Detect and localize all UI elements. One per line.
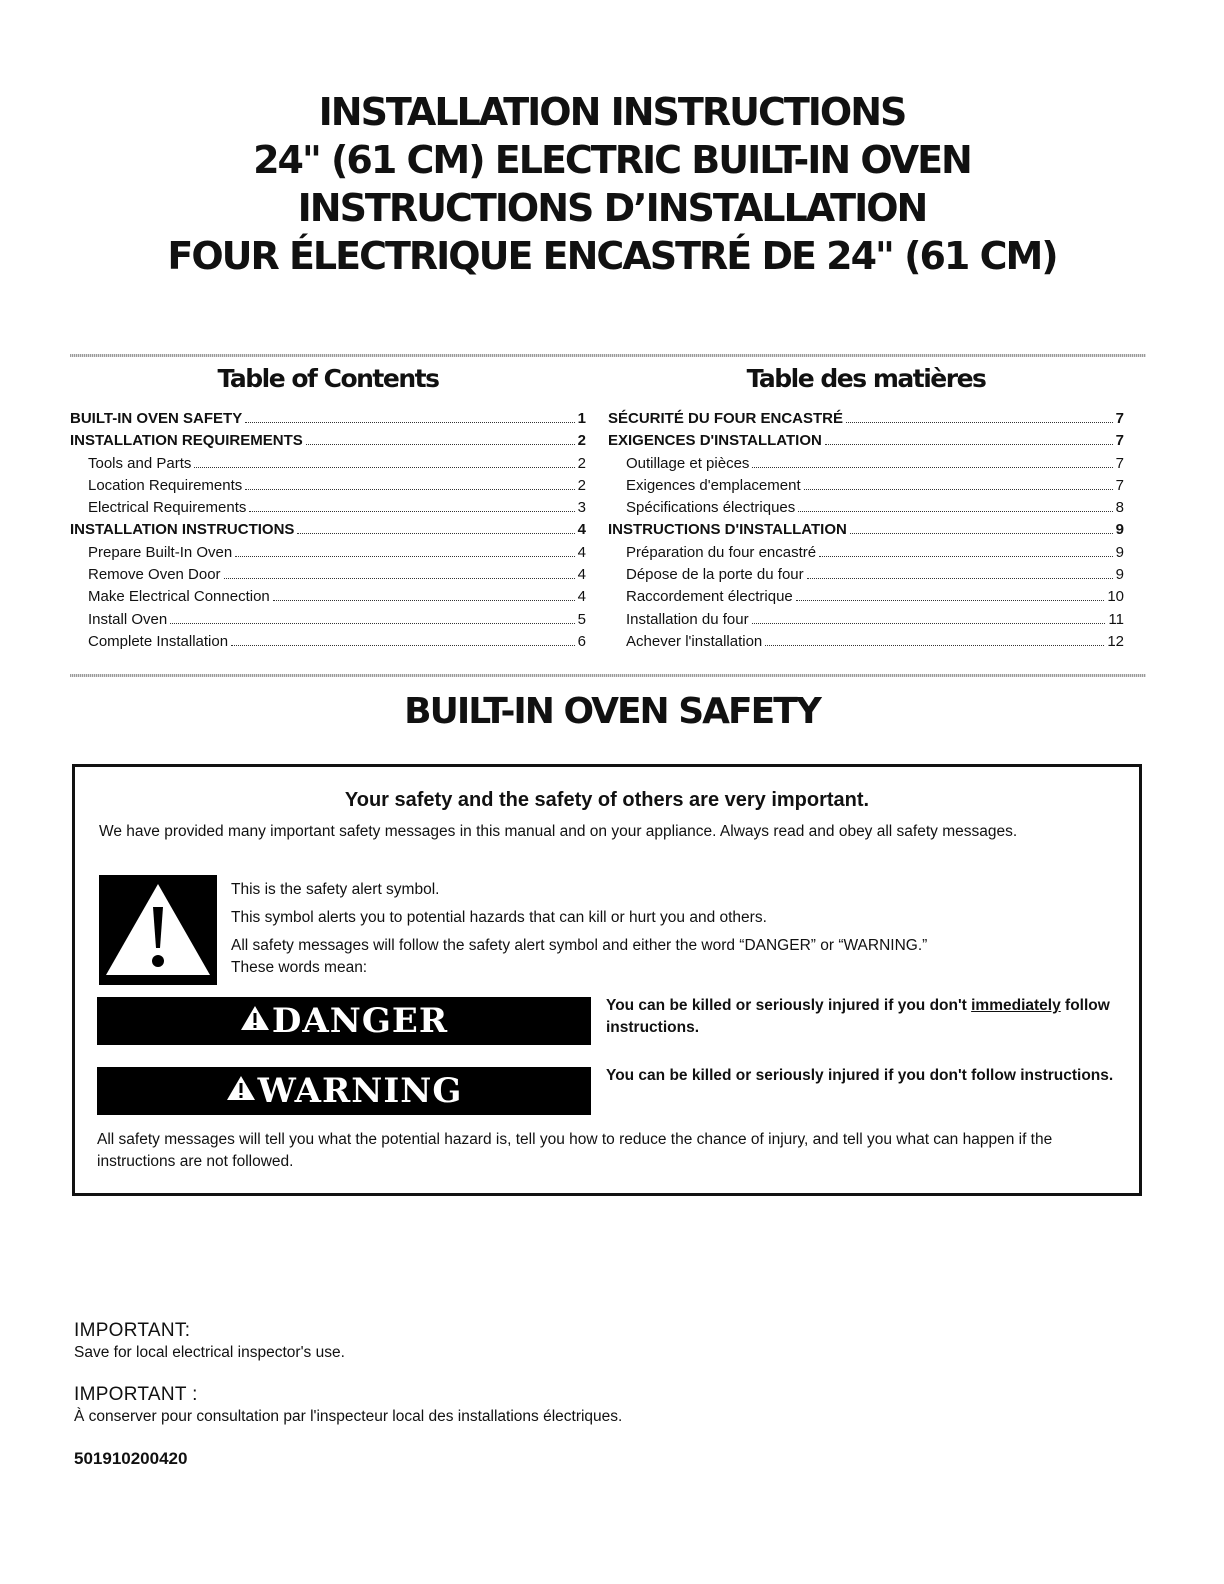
toc-entry[interactable] bbox=[70, 475, 586, 497]
toc-entry[interactable] bbox=[70, 519, 586, 541]
safety-closing: All safety messages will tell you what the potential hazard is, tell you how to reduce the chance of injury, and tell you what can happen if the instructions are not followed. bbox=[97, 1131, 1053, 1170]
toc-entry-page: 4 bbox=[577, 521, 586, 539]
toc-leader bbox=[245, 422, 574, 423]
toc-leader bbox=[245, 489, 574, 490]
toc-leader bbox=[825, 444, 1113, 445]
toc-leader bbox=[249, 511, 574, 512]
important-english bbox=[74, 1320, 345, 1364]
divider-top bbox=[70, 354, 1146, 357]
alert-line: This is the safety alert symbol. bbox=[231, 881, 440, 898]
toc-entry[interactable] bbox=[608, 497, 1124, 519]
toc-leader bbox=[170, 623, 574, 624]
toc-leader bbox=[846, 422, 1113, 423]
toc-leader bbox=[194, 467, 574, 468]
toc-entry-page: 3 bbox=[577, 499, 586, 517]
toc-leader bbox=[273, 600, 575, 601]
important-label: IMPORTANT : bbox=[74, 1384, 198, 1405]
toc-entry-label: Tools and Parts bbox=[88, 454, 192, 472]
warning-triangle-icon bbox=[226, 1071, 256, 1111]
toc-leader bbox=[804, 489, 1113, 490]
toc-entry[interactable] bbox=[608, 564, 1124, 586]
alert-line: These words mean: bbox=[231, 959, 368, 976]
toc-entry-page: 7 bbox=[1115, 454, 1124, 472]
toc-entry-page: 9 bbox=[1115, 543, 1124, 561]
toc-list bbox=[608, 408, 1124, 653]
toc-entry-label: INSTALLATION INSTRUCTIONS bbox=[70, 521, 295, 539]
toc-entry[interactable] bbox=[608, 475, 1124, 497]
toc-leader bbox=[796, 600, 1105, 601]
toc-entry[interactable] bbox=[608, 519, 1124, 541]
toc-entry-page: 4 bbox=[577, 588, 586, 606]
toc-leader bbox=[807, 578, 1113, 579]
toc-entry-label: Raccordement électrique bbox=[626, 588, 793, 606]
section-title: BUILT-IN OVEN SAFETY bbox=[404, 691, 820, 732]
warning-description: You can be killed or seriously injured if you don't follow instructions. bbox=[606, 1067, 1114, 1084]
toc-entry-label: Spécifications électriques bbox=[626, 499, 796, 517]
toc-entry-page: 7 bbox=[1115, 432, 1124, 450]
toc-leader bbox=[819, 556, 1113, 557]
safety-alert-symbol-icon bbox=[99, 875, 217, 985]
toc-entry[interactable] bbox=[70, 542, 586, 564]
toc-entry-label: BUILT-IN OVEN SAFETY bbox=[70, 410, 243, 427]
alert-explanation bbox=[231, 879, 1111, 979]
warning-label: WARNING bbox=[257, 1071, 463, 1111]
safety-intro: We have provided many important safety messages in this manual and on your appliance. Always read and obey all safety messages. bbox=[99, 823, 1018, 840]
toc-leader bbox=[297, 533, 574, 534]
toc-entry-page: 11 bbox=[1108, 610, 1124, 628]
important-text: À conserver pour consultation par l'inspecteur local des installations électriques. bbox=[74, 1408, 623, 1425]
important-text: Save for local electrical inspector's use. bbox=[74, 1344, 345, 1361]
toc-entry[interactable] bbox=[608, 631, 1124, 653]
danger-text-end: follow instructions. bbox=[606, 997, 1110, 1036]
toc-entry-page: 7 bbox=[1115, 476, 1124, 494]
toc-entry-page: 10 bbox=[1107, 588, 1124, 606]
toc-entry-page: 5 bbox=[577, 610, 586, 628]
toc-leader bbox=[798, 511, 1112, 512]
toc-heading: Table of Contents bbox=[217, 364, 439, 393]
toc-entry-label: SÉCURITÉ DU FOUR ENCASTRÉ bbox=[608, 410, 844, 427]
title-line-3: INSTRUCTIONS D’INSTALLATION bbox=[297, 186, 927, 230]
toc-entry-page: 4 bbox=[577, 566, 586, 584]
important-label: IMPORTANT: bbox=[74, 1320, 191, 1341]
toc-leader bbox=[224, 578, 575, 579]
toc-entry-label: EXIGENCES D'INSTALLATION bbox=[608, 432, 822, 450]
warning-signal-bar bbox=[97, 1067, 591, 1115]
toc-entry-label: Dépose de la porte du four bbox=[626, 566, 804, 584]
toc-entry-label: Prepare Built-In Oven bbox=[88, 543, 233, 561]
title-line-1: INSTALLATION INSTRUCTIONS bbox=[318, 90, 906, 134]
toc-entry-page: 6 bbox=[577, 632, 586, 650]
toc-entry[interactable] bbox=[70, 497, 586, 519]
toc-entry-page: 2 bbox=[577, 432, 586, 450]
divider-bottom bbox=[70, 674, 1146, 677]
toc-entry[interactable] bbox=[608, 586, 1124, 608]
toc-entry[interactable] bbox=[608, 430, 1124, 452]
toc-leader bbox=[765, 645, 1104, 646]
toc-entry-page: 4 bbox=[577, 543, 586, 561]
danger-label: DANGER bbox=[271, 1001, 449, 1041]
toc-entry-page: 9 bbox=[1115, 566, 1124, 584]
toc-entry-label: Achever l'installation bbox=[626, 632, 763, 650]
toc-entry-label: Electrical Requirements bbox=[88, 499, 247, 517]
toc-leader bbox=[850, 533, 1113, 534]
toc-entry-page: 2 bbox=[577, 454, 586, 472]
danger-text-emphasis: immediately bbox=[971, 997, 1061, 1014]
toc-entry-page: 12 bbox=[1107, 632, 1124, 650]
toc-entry[interactable] bbox=[70, 408, 586, 430]
warning-triangle-icon bbox=[240, 1001, 270, 1041]
toc-entry-label: INSTRUCTIONS D'INSTALLATION bbox=[608, 521, 847, 539]
toc-entry[interactable] bbox=[70, 430, 586, 452]
title-line-4: FOUR ÉLECTRIQUE ENCASTRÉ DE 24" (61 CM) bbox=[167, 234, 1057, 278]
toc-entry-label: Préparation du four encastré bbox=[626, 543, 817, 561]
toc-leader bbox=[231, 645, 575, 646]
toc-entry[interactable] bbox=[70, 564, 586, 586]
toc-entry[interactable] bbox=[608, 609, 1124, 631]
toc-entry[interactable] bbox=[70, 631, 586, 653]
document-title bbox=[0, 88, 1224, 280]
toc-leader bbox=[752, 467, 1112, 468]
toc-entry-label: Outillage et pièces bbox=[626, 454, 750, 472]
alert-line: This symbol alerts you to potential hazards that can kill or hurt you and others. bbox=[231, 909, 767, 926]
safety-box bbox=[72, 764, 1142, 1196]
toc-entry-label: Complete Installation bbox=[88, 632, 229, 650]
toc-entry-label: INSTALLATION REQUIREMENTS bbox=[70, 432, 303, 450]
important-french bbox=[74, 1384, 622, 1428]
toc-entry-label: Remove Oven Door bbox=[88, 566, 221, 584]
document-number: 501910200420 bbox=[74, 1449, 188, 1468]
table-of-contents-french bbox=[608, 364, 1124, 653]
toc-entry[interactable] bbox=[608, 408, 1124, 430]
toc-entry-page: 2 bbox=[577, 476, 586, 494]
toc-list bbox=[70, 408, 586, 653]
toc-entry[interactable] bbox=[608, 542, 1124, 564]
danger-text-start: You can be killed or seriously injured if you don't bbox=[606, 997, 972, 1014]
toc-entry-label: Make Electrical Connection bbox=[88, 588, 270, 606]
toc-entry[interactable] bbox=[70, 453, 586, 475]
toc-entry-label: Install Oven bbox=[88, 610, 168, 628]
table-of-contents-english bbox=[70, 364, 586, 653]
toc-entry-page: 1 bbox=[577, 410, 586, 427]
toc-entry[interactable] bbox=[70, 586, 586, 608]
toc-entry-label: Location Requirements bbox=[88, 476, 243, 494]
title-line-2: 24" (61 CM) ELECTRIC BUILT-IN OVEN bbox=[253, 138, 971, 182]
toc-leader bbox=[752, 623, 1106, 624]
safety-heading: Your safety and the safety of others are very important. bbox=[344, 789, 870, 811]
toc-entry-label: Installation du four bbox=[626, 610, 749, 628]
alert-line: All safety messages will follow the safety alert symbol and either the word “DANGER” or “WARNING.” bbox=[231, 937, 928, 954]
toc-entry-page: 9 bbox=[1115, 521, 1124, 539]
toc-entry[interactable] bbox=[70, 609, 586, 631]
toc-leader bbox=[306, 444, 575, 445]
toc-entry-page: 8 bbox=[1115, 499, 1124, 517]
danger-signal-bar bbox=[97, 997, 591, 1045]
toc-heading: Table des matières bbox=[746, 364, 986, 393]
toc-entry-label: Exigences d'emplacement bbox=[626, 476, 801, 494]
danger-description bbox=[606, 995, 1136, 1039]
toc-leader bbox=[235, 556, 574, 557]
toc-entry-page: 7 bbox=[1115, 410, 1124, 427]
toc-entry[interactable] bbox=[608, 453, 1124, 475]
